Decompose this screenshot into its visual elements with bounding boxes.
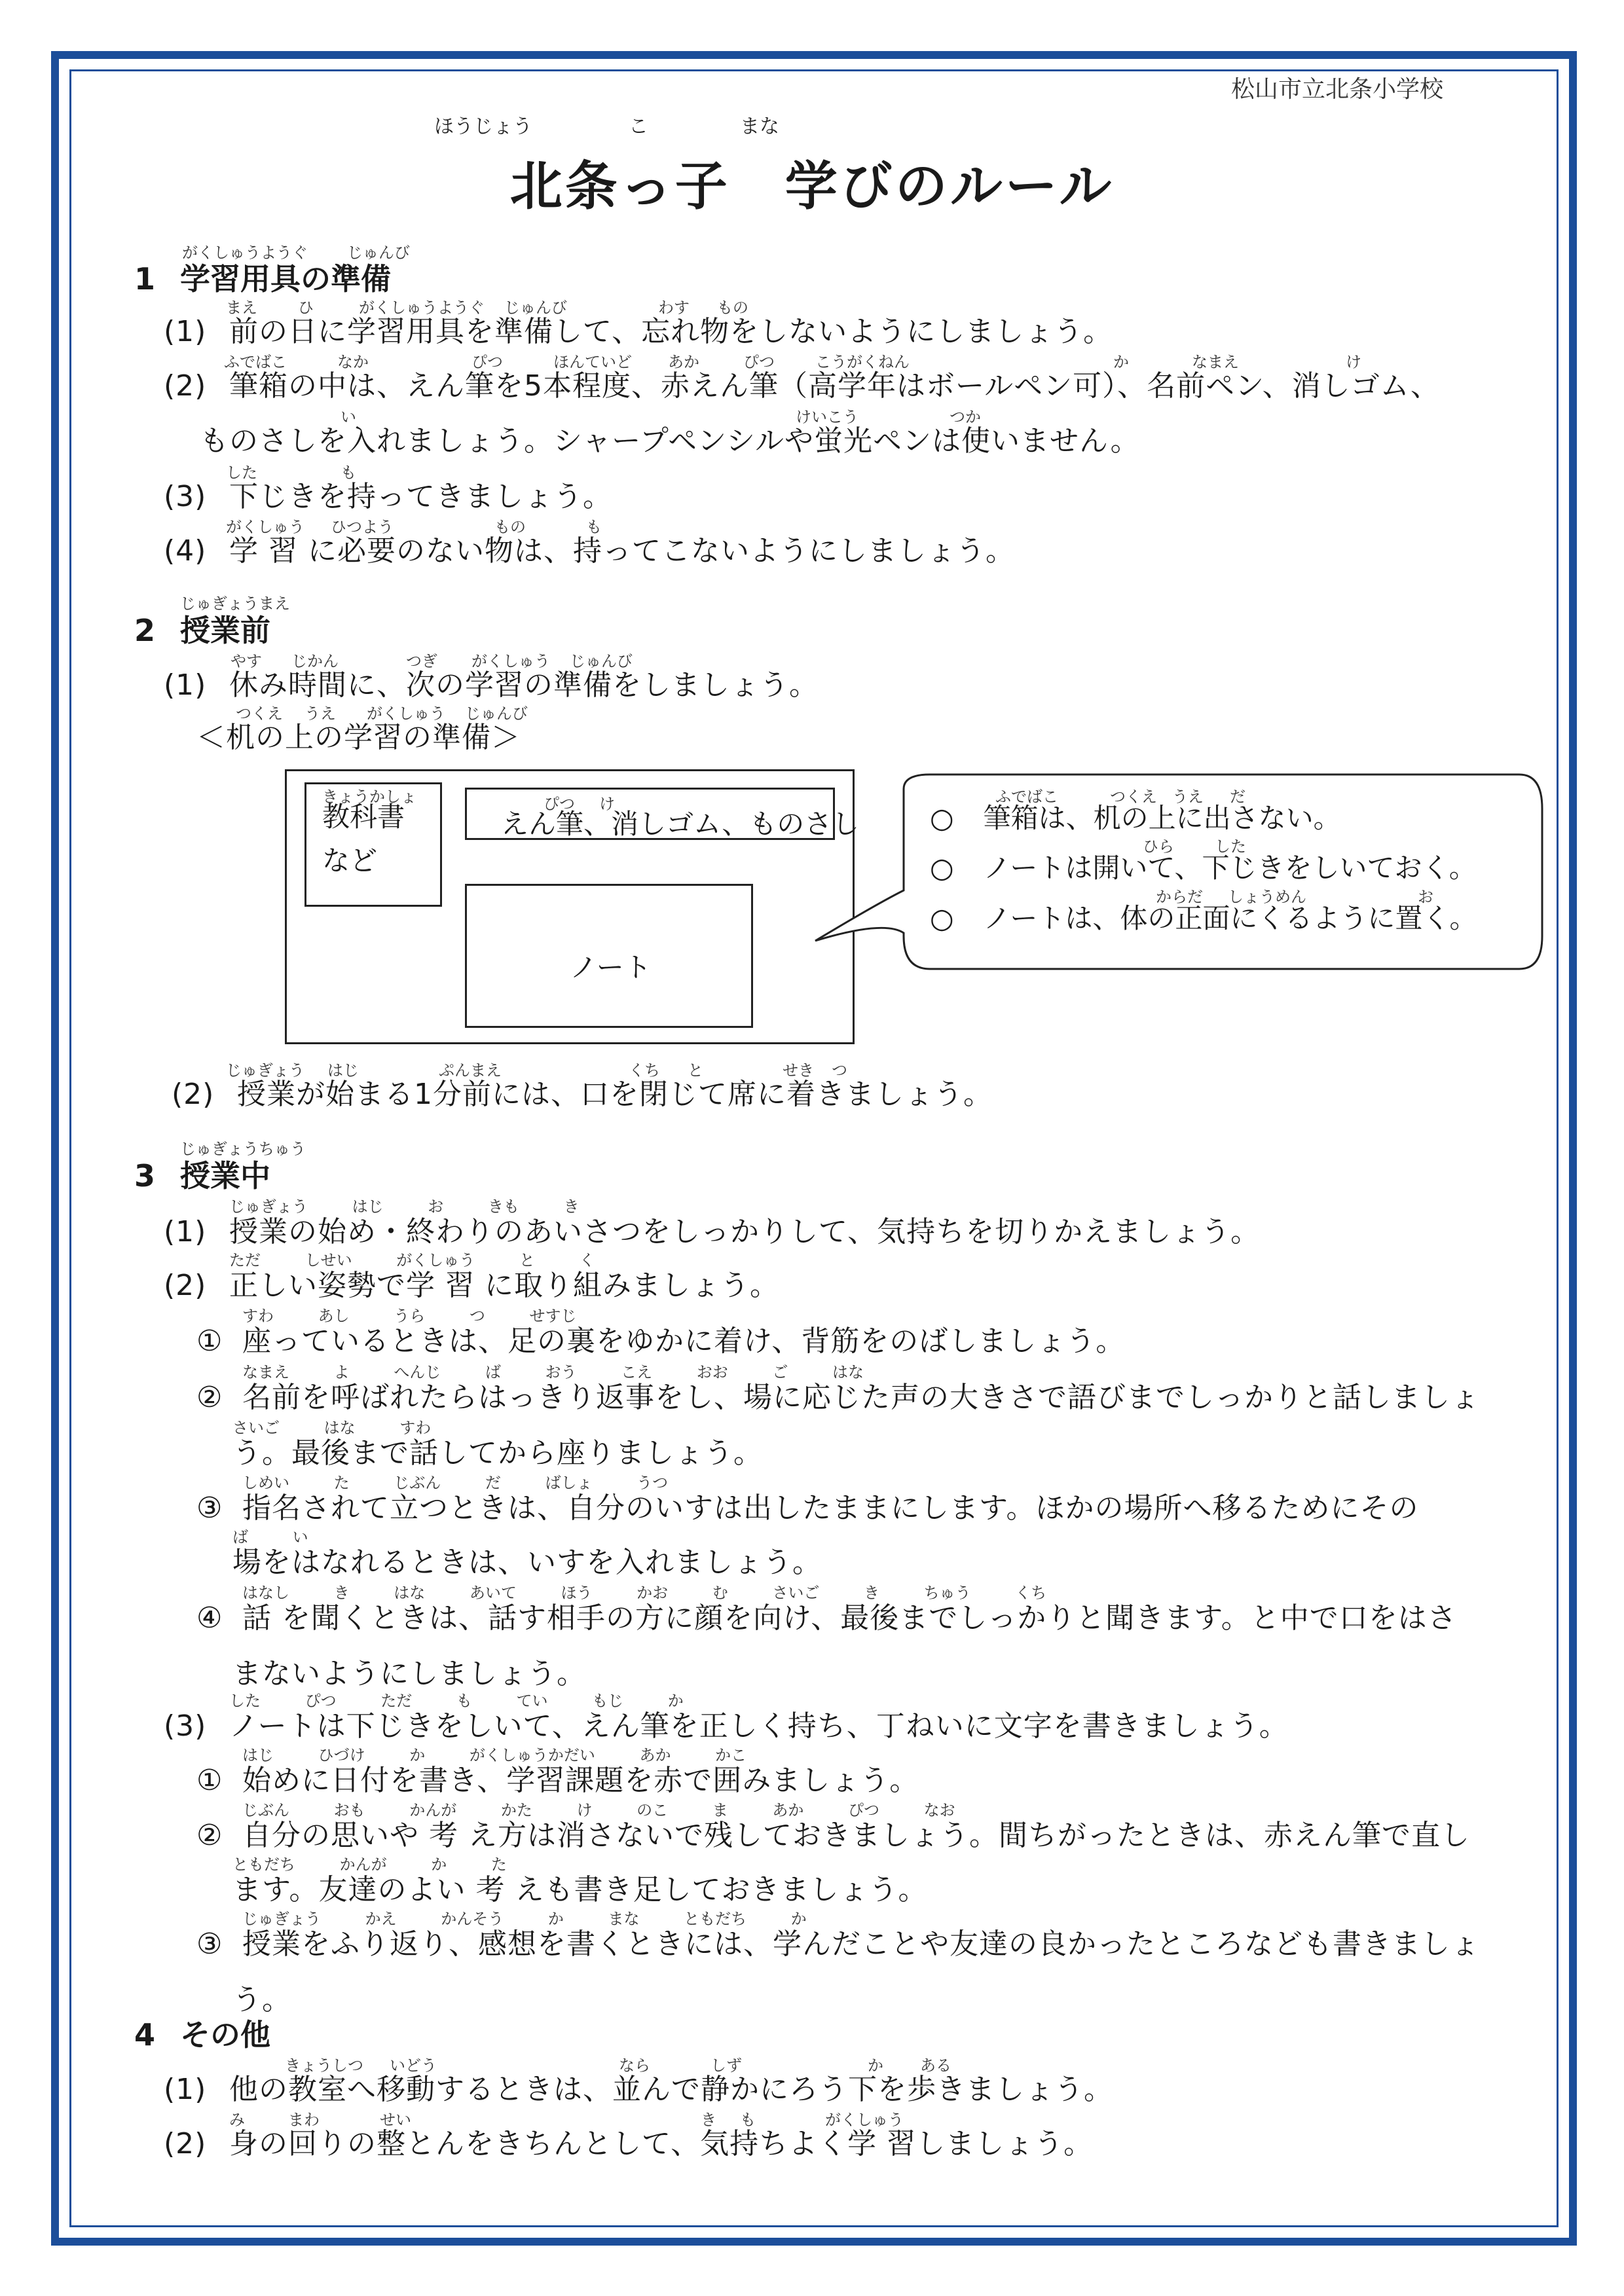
ruby-line: じゅんび: [570, 652, 633, 670]
ruby-line: いどう: [390, 2056, 437, 2075]
item-text: う。最後まで話してから座りましょう。: [232, 1436, 763, 1470]
ruby-line: じゅんび: [504, 299, 567, 317]
item-marker: (1): [164, 668, 207, 702]
ruby-line: まわ: [288, 2111, 320, 2129]
section-title: 授業中: [180, 1158, 270, 1194]
ruby-line: き: [701, 2111, 716, 2129]
item-marker: ②: [196, 1381, 223, 1414]
ruby-line: うえ: [304, 704, 336, 723]
ruby-row: すわ あし うら つ せすじ: [242, 1307, 577, 1325]
list-item: [164, 1702, 1289, 1744]
item-text: 休み時間に、次の学習の準備をしましょう。: [229, 668, 819, 702]
ruby-line: うえ: [1172, 788, 1204, 806]
list-item: [196, 1484, 1418, 1526]
ruby-row: ただ しせい がくしゅう と く: [229, 1251, 595, 1269]
item-marker: (2): [172, 1078, 215, 1111]
school-name: 松山市立北条小学校: [1231, 76, 1444, 103]
item-text: ノートは下じきをしいて、えん筆を正しく持ち、丁ねいに文字を書きましょう。: [229, 1709, 1289, 1743]
ruby-line: つくえ: [236, 704, 283, 723]
ruby-line: ぴつ: [743, 353, 775, 371]
section-ruby: がくしゅうようぐ: [182, 244, 308, 262]
item-marker: ③: [196, 1927, 223, 1961]
ruby-line: こうがくねん: [815, 353, 910, 371]
title-ruby: ほうじょう: [434, 115, 532, 138]
ruby-line: ある: [920, 2056, 951, 2075]
ruby-line: か: [1113, 353, 1129, 371]
section-number: 1: [134, 261, 156, 297]
item-text: 話 を聞くときは、話す相手の方に顔を向け、最後までしっかりと聞きます。と中で口をはさ: [242, 1601, 1457, 1635]
title-ruby: こ: [629, 115, 648, 138]
item-text: 下じきを持ってきましょう。: [229, 480, 612, 513]
item-continuation: ものさしを入れましょう。シャープペンシルや蛍光ペンは使いません。: [200, 424, 1140, 458]
item-text: 名前を呼ばれたらはっきり返事をし、場に応じた声の大きさで語びまでしっかりと話しましょ: [242, 1381, 1480, 1414]
list-item: [164, 362, 1440, 404]
ruby-line: み: [229, 2111, 245, 2129]
list-item: [196, 1812, 1470, 1853]
ruby-line: じゅぎょう: [226, 1061, 304, 1080]
section-4-heading: [134, 2011, 270, 2054]
list-item: [164, 1208, 1260, 1250]
ruby-line: ふでばこ: [995, 788, 1058, 806]
item-marker: ①: [196, 1764, 223, 1797]
ruby-line: ひ: [298, 299, 314, 317]
item-marker: (1): [164, 1215, 207, 1248]
ruby-line: わす: [658, 299, 690, 317]
ruby-line: もの: [717, 299, 748, 317]
list-item: [164, 2120, 1093, 2162]
list-item: [172, 1070, 993, 1112]
item-text: ます。友達のよい 考 えも書き足しておきましょう。: [232, 1873, 928, 1906]
ruby-line: はじ: [327, 1061, 359, 1080]
ruby-line: じかん: [291, 652, 339, 670]
section-number: 4: [134, 2017, 156, 2052]
ruby-line: なまえ: [1192, 353, 1239, 371]
section-title: 授業前: [180, 613, 270, 648]
ruby-line: も: [740, 2111, 756, 2129]
ruby-line: きょうしつ: [285, 2056, 363, 2075]
ruby-line: なら: [619, 2056, 650, 2075]
list-item: [196, 1374, 1480, 1415]
list-item: [196, 1920, 1480, 1962]
section-2-heading: [134, 607, 270, 650]
list-item: [164, 473, 612, 515]
ruby-line: ぴつ: [471, 353, 503, 371]
list-item: [196, 1594, 1457, 1636]
bubble-item: [930, 897, 1477, 936]
list-item: [164, 527, 1015, 569]
item-continuation: [232, 1539, 822, 1580]
item-marker: (2): [164, 2127, 207, 2160]
ruby-line: けいこう: [796, 408, 858, 426]
ruby-line: お: [1418, 888, 1433, 906]
item-marker: ③: [196, 1491, 223, 1525]
item-text: 他の教室へ移動するときは、並んで静かにろう下を歩きましょう。: [229, 2073, 1113, 2106]
item-text: 座っているときは、足の裏をゆかに着け、背筋をのばしましょう。: [242, 1324, 1126, 1358]
ruby-line: ぷんまえ: [439, 1061, 502, 1080]
item-text: 前の日に学習用具を準備して、忘れ物をしないようにしましょう。: [229, 315, 1113, 348]
ruby-line: もの: [494, 518, 526, 536]
ruby-row: じゅぎょう かえ かんそう か まな ともだち か: [242, 1910, 807, 1928]
ruby-line: あか: [668, 353, 699, 371]
ruby-line: した: [1215, 837, 1246, 856]
ruby-row: じゅぎょう はじ お きも き: [229, 1197, 580, 1216]
ruby-row: ば い: [232, 1528, 308, 1546]
ruby-row: なまえ よ へんじ ば おう こえ おお ご はな: [242, 1363, 864, 1381]
ruby-row: はなし き はな あいて ほう かお む さいご き ちゅう くち: [242, 1584, 1047, 1602]
section-number: 3: [134, 1158, 156, 1194]
ruby-line: せい: [380, 2111, 411, 2129]
section-number: 2: [134, 613, 156, 648]
page-title: 北条っ子 学びのルール: [509, 156, 1115, 217]
section-title: その他: [180, 2017, 270, 2052]
ruby-line: くち: [629, 1061, 660, 1080]
item-text: 指名されて立つときは、自分のいすは出したままにします。ほかの場所へ移るためにその: [242, 1491, 1419, 1525]
item-text: 自分の思いや 考 え方は消さないで残しておきましょう。間ちがったときは、赤えん筆で直し: [242, 1819, 1470, 1852]
section-ruby: じゅんび: [347, 244, 410, 262]
ruby-line: つ: [832, 1061, 847, 1080]
ruby-line: い: [341, 408, 356, 426]
ruby-line: がくしゅう: [825, 2111, 904, 2129]
item-marker: ①: [196, 1324, 223, 1358]
item-text: 授業が始まる1分前には、口を閉じて席に着きましょう。: [237, 1078, 993, 1111]
section-ruby: じゅぎょうまえ: [180, 594, 290, 613]
ruby-line: がくしゅう: [367, 704, 445, 723]
ruby-line: つぎ: [406, 652, 437, 670]
ruby-row: はじ ひづけ か がくしゅうかだい あか かこ: [242, 1746, 747, 1764]
list-item: [164, 308, 1113, 350]
ruby-line: か: [868, 2056, 883, 2075]
item-text: 授業をふり返り、感想を書くときには、学んだことや友達の良かったところなども書きましょ: [242, 1927, 1480, 1961]
item-text: 授業の始め・終わりのあいさつをしっかりして、気持ちを切りかえましょう。: [229, 1215, 1261, 1248]
ruby-line: せき: [783, 1061, 814, 1080]
item-continuation: [232, 1866, 927, 1908]
item-marker: (3): [164, 480, 207, 513]
ruby-line: まえ: [226, 299, 257, 317]
section-title: 学習用具の準備: [180, 261, 391, 297]
pencils-label: えん筆、消しゴム、ものさし: [501, 808, 860, 840]
circle-icon: ○: [930, 802, 954, 834]
item-text: 始めに日付を書き、学習課題を赤で囲みましょう。: [242, 1764, 919, 1797]
ruby-row: した ぴつ ただ も てい もじ か: [229, 1692, 684, 1710]
item-marker: (2): [164, 369, 207, 403]
item-text: 身の回りの整とんをきちんとして、気持ちよく学 習しましょう。: [229, 2127, 1094, 2160]
ruby-line: しょうめん: [1228, 888, 1306, 906]
ruby-row: じぶん おも かんが かた け のこ ま あか ぴつ なお: [242, 1801, 955, 1819]
list-item: [196, 1757, 919, 1798]
item-text: 学 習 に必要のない物は、持ってこないようにしましょう。: [229, 534, 1015, 568]
ruby-line: がくしゅう: [471, 652, 550, 670]
ruby-line: ぴつ: [544, 795, 575, 813]
item-text: まないようにしましょう。: [232, 1657, 586, 1690]
section-3-heading: [134, 1152, 270, 1195]
ruby-line: け: [1346, 353, 1361, 371]
textbook-label-2: など: [322, 845, 378, 877]
ruby-line: しず: [710, 2056, 742, 2075]
circle-icon: ○: [930, 852, 954, 884]
ruby-row: ともだち かんが か た: [232, 1855, 507, 1874]
ruby-line: じゅんび: [465, 704, 528, 723]
ruby-line: ひら: [1143, 837, 1174, 856]
ruby-line: も: [341, 464, 356, 482]
circle-icon: ○: [930, 902, 954, 934]
bubble-item-text: ノートは開いて、下じきをしいておく。: [983, 852, 1477, 884]
ruby-row: しめい た じぶん だ ばしょ うつ: [242, 1474, 669, 1492]
ruby-line: した: [226, 464, 257, 482]
item-continuation: [232, 1429, 763, 1471]
ruby-line: ひつよう: [331, 518, 394, 536]
item-marker: (1): [164, 315, 207, 348]
ruby-line: と: [688, 1061, 703, 1080]
list-item: [164, 661, 819, 703]
list-item: [164, 2066, 1113, 2107]
ruby-line: がくしゅう: [226, 518, 304, 536]
list-item: [196, 1317, 1125, 1359]
ruby-line: がくしゅうようぐ: [359, 299, 485, 317]
item-marker: (2): [164, 1269, 207, 1302]
item-text: う。: [232, 1983, 291, 2016]
item-marker: ②: [196, 1819, 223, 1852]
bubble-item: [930, 797, 1341, 836]
list-item: [164, 1262, 779, 1303]
ruby-line: やす: [231, 652, 262, 670]
ruby-line: つくえ: [1110, 788, 1157, 806]
item-text: 正しい姿勢で学 習 に取り組みましょう。: [229, 1269, 779, 1302]
ruby-line: け: [599, 795, 615, 813]
ruby-line: つか: [950, 408, 981, 426]
bubble-item-text: ノートは、体の正面にくるように置く。: [983, 902, 1477, 934]
diagram-caption: ＜机の上の学習の準備＞: [196, 721, 521, 754]
section-1-heading: [134, 255, 391, 299]
item-continuation: [232, 1650, 586, 1692]
item-marker: (1): [164, 2073, 207, 2106]
item-marker: ④: [196, 1601, 223, 1635]
item-text: 筆箱の中は、えん筆を5本程度、赤えん筆（高学年はボールペン可）、名前ペン、消しゴム、: [229, 369, 1440, 403]
ruby-row: さいご はな すわ: [232, 1419, 432, 1437]
bubble-item-text: 筆箱は、机の上に出さない。: [983, 802, 1341, 834]
ruby-line: ふでばこ: [224, 353, 287, 371]
bubble-item: [930, 847, 1477, 886]
section-ruby: じゅぎょうちゅう: [180, 1140, 306, 1158]
ruby-line: も: [586, 518, 602, 536]
ruby-line: ほんていど: [553, 353, 632, 371]
item-text: 場をはなれるときは、いすを入れましょう。: [232, 1546, 822, 1579]
ruby-line: なか: [337, 353, 369, 371]
item-marker: (4): [164, 534, 207, 568]
notebook-label: ノート: [570, 951, 652, 983]
ruby-line: きょうかしょ: [322, 788, 416, 806]
title-ruby: まな: [740, 115, 779, 138]
item-marker: (3): [164, 1709, 207, 1743]
ruby-line: だ: [1230, 788, 1246, 806]
textbook-label: 教科書: [322, 801, 405, 833]
ruby-line: からだ: [1156, 888, 1203, 906]
